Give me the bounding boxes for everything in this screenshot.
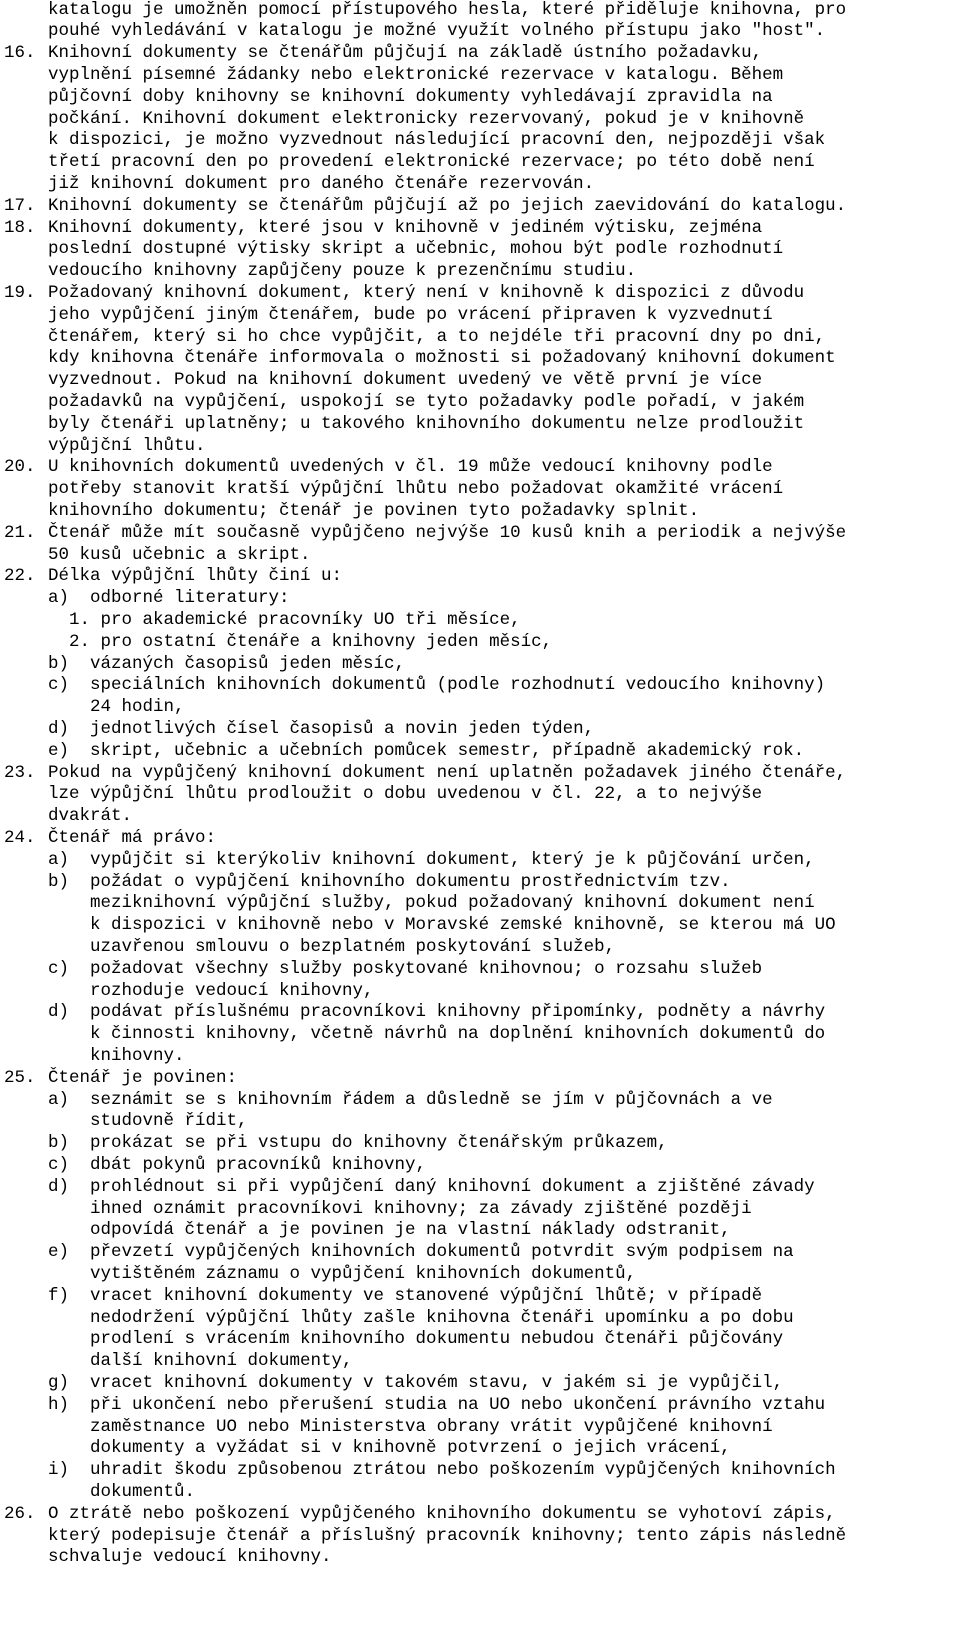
line-text: k dispozici, je možno vyzvednout následující pracovní den, nejpozději však	[48, 130, 826, 151]
line-text: pouhé vyhledávání v katalogu je možné využít volného přístupu jako "host".	[48, 21, 826, 42]
line-text: meziknihovní výpůjční služby, pokud požadovaný knihovní dokument není	[48, 893, 815, 914]
paragraph-line	[0, 391, 960, 414]
paragraph-number: 19.	[4, 282, 36, 303]
paragraph-number: 21.	[4, 522, 36, 543]
line-text: 1. pro akademické pracovníky UO tři měsíce,	[48, 609, 521, 630]
paragraph-line	[0, 1176, 960, 1199]
paragraph-line	[0, 740, 960, 763]
paragraph-line	[0, 1219, 960, 1242]
line-text: který podepisuje čtenář a příslušný pracovník knihovny; tento zápis následně	[48, 1525, 847, 1546]
line-text: 2. pro ostatní čtenáře a knihovny jeden měsíc,	[48, 631, 553, 652]
paragraph-line	[0, 478, 960, 501]
paragraph-line	[0, 718, 960, 741]
paragraph-line	[0, 1307, 960, 1330]
numbered-paragraph-line	[0, 456, 960, 479]
line-text: čtenářem, který si ho chce vypůjčit, a to nejdéle tři pracovní dny po dni,	[48, 326, 826, 347]
paragraph-line	[0, 631, 960, 654]
paragraph-line	[0, 108, 960, 131]
line-text: prodlení s vrácením knihovního dokumentu nebudou čtenáři půjčovány	[48, 1329, 784, 1350]
line-text: 50 kusů učebnic a skript.	[48, 544, 311, 565]
line-text: nedodržení výpůjční lhůty zašle knihovna čtenáři upomínku a po dobu	[48, 1307, 794, 1328]
paragraph-line	[0, 1394, 960, 1417]
paragraph-line	[0, 1350, 960, 1373]
line-text: dokumenty a vyžádat si v knihovně potvrzení o jejich vrácení,	[48, 1438, 731, 1459]
numbered-paragraph-line	[0, 762, 960, 785]
paragraph-number: 25.	[4, 1067, 36, 1088]
paragraph-line	[0, 173, 960, 196]
line-text: Pokud na vypůjčený knihovní dokument není uplatněn požadavek jiného čtenáře,	[48, 762, 847, 783]
paragraph-line	[0, 892, 960, 915]
numbered-paragraph-line	[0, 522, 960, 545]
line-text: Čtenář má právo:	[48, 827, 217, 848]
line-text: uzavřenou smlouvu o bezplatném poskytování služeb,	[48, 936, 616, 957]
paragraph-number: 22.	[4, 566, 36, 587]
paragraph-line	[0, 1525, 960, 1548]
line-text: lze výpůjční lhůtu prodloužit o dobu uvedenou v čl. 22, a to nejvýše	[48, 784, 763, 805]
paragraph-number: 18.	[4, 217, 36, 238]
line-text: kdy knihovna čtenáře informovala o možnosti si požadovaný knihovní dokument	[48, 348, 836, 369]
paragraph-number: 17.	[4, 195, 36, 216]
paragraph-line	[0, 64, 960, 87]
line-text: d) podávat příslušnému pracovníkovi knihovny připomínky, podněty a návrhy	[48, 1002, 826, 1023]
line-text: k dispozici v knihovně nebo v Moravské zemské knihovně, se kterou má UO	[48, 915, 836, 936]
numbered-paragraph-line	[0, 195, 960, 218]
numbered-paragraph-line	[0, 1503, 960, 1526]
line-text: Knihovní dokumenty, které jsou v knihovně v jediném výtisku, zejména	[48, 217, 763, 238]
line-text: třetí pracovní den po provedení elektronické rezervace; po této době není	[48, 152, 815, 173]
paragraph-line	[0, 238, 960, 261]
line-text: zaměstnance UO nebo Ministerstva obrany vrátit vypůjčené knihovní	[48, 1416, 773, 1437]
paragraph-line	[0, 587, 960, 610]
paragraph-line	[0, 500, 960, 523]
paragraph-line	[0, 849, 960, 872]
line-text: dokumentů.	[48, 1481, 196, 1502]
line-text: f) vracet knihovní dokumenty ve stanovené výpůjční lhůtě; v případě	[48, 1285, 763, 1306]
line-text: potřeby stanovit kratší výpůjční lhůtu nebo požadovat okamžité vrácení	[48, 479, 784, 500]
paragraph-line	[0, 0, 960, 21]
line-text: půjčovní doby knihovny se knihovní dokumenty vyhledávají zpravidla na	[48, 86, 773, 107]
paragraph-line	[0, 1001, 960, 1024]
line-text: b) požádat o vypůjčení knihovního dokumentu prostřednictvím tzv.	[48, 871, 731, 892]
line-text: výpůjční lhůtu.	[48, 435, 206, 456]
line-text: ihned oznámit pracovníkovi knihovny; za závady zjištěné později	[48, 1198, 752, 1219]
paragraph-line	[0, 783, 960, 806]
paragraph-line	[0, 1198, 960, 1221]
line-text: již knihovní dokument pro daného čtenáře rezervován.	[48, 173, 595, 194]
line-text: b) vázaných časopisů jeden měsíc,	[48, 653, 406, 674]
paragraph-line	[0, 435, 960, 458]
line-text: O ztrátě nebo poškození vypůjčeného knihovního dokumentu se vyhotoví zápis,	[48, 1503, 836, 1524]
line-text: požadavků na vypůjčení, uspokojí se tyto požadavky podle pořadí, v jakém	[48, 391, 805, 412]
paragraph-line	[0, 1481, 960, 1504]
paragraph-line	[0, 20, 960, 43]
paragraph-line	[0, 129, 960, 152]
paragraph-line	[0, 805, 960, 828]
paragraph-line	[0, 304, 960, 327]
paragraph-line	[0, 544, 960, 567]
paragraph-line	[0, 413, 960, 436]
paragraph-line	[0, 653, 960, 676]
line-text: knihovny.	[48, 1045, 185, 1066]
line-text: jeho vypůjčení jiným čtenářem, bude po vrácení připraven k vyzvednutí	[48, 304, 773, 325]
line-text: Čtenář může mít současně vypůjčeno nejvýše 10 kusů knih a periodik a nejvýše	[48, 522, 847, 543]
paragraph-line	[0, 1459, 960, 1482]
paragraph-line	[0, 674, 960, 697]
line-text: další knihovní dokumenty,	[48, 1351, 353, 1372]
line-text: d) jednotlivých čísel časopisů a novin jeden týden,	[48, 718, 595, 739]
paragraph-line	[0, 1437, 960, 1460]
numbered-paragraph-line	[0, 565, 960, 588]
line-text: Knihovní dokumenty se čtenářům půjčují na základě ústního požadavku,	[48, 43, 763, 64]
line-text: knihovního dokumentu; čtenář je povinen tyto požadavky splnit.	[48, 500, 700, 521]
paragraph-line	[0, 1328, 960, 1351]
line-text: katalogu je umožněn pomocí přístupového hesla, které přiděluje knihovna, pro	[48, 0, 847, 20]
paragraph-line	[0, 1263, 960, 1286]
line-text: c) dbát pokynů pracovníků knihovny,	[48, 1154, 427, 1175]
line-text: vyplnění písemné žádanky nebo elektronické rezervace v katalogu. Během	[48, 64, 784, 85]
line-text: U knihovních dokumentů uvedených v čl. 19 může vedoucí knihovny podle	[48, 457, 773, 478]
line-text: Požadovaný knihovní dokument, který není v knihovně k dispozici z důvodu	[48, 282, 805, 303]
paragraph-line	[0, 260, 960, 283]
line-text: počkání. Knihovní dokument elektronicky rezervovaný, pokud je v knihovně	[48, 108, 805, 129]
line-text: a) vypůjčit si kterýkoliv knihovní dokument, který je k půjčování určen,	[48, 849, 815, 870]
line-text: c) speciálních knihovních dokumentů (podle rozhodnutí vedoucího knihovny)	[48, 675, 826, 696]
line-text: g) vracet knihovní dokumenty v takovém stavu, v jakém si je vypůjčil,	[48, 1372, 784, 1393]
line-text: Čtenář je povinen:	[48, 1067, 238, 1088]
line-text: schvaluje vedoucí knihovny.	[48, 1547, 332, 1568]
paragraph-line	[0, 914, 960, 937]
paragraph-line	[0, 958, 960, 981]
line-text: byly čtenáři uplatněny; u takového knihovního dokumentu nelze prodloužit	[48, 413, 805, 434]
line-text: c) požadovat všechny služby poskytované knihovnou; o rozsahu služeb	[48, 958, 763, 979]
paragraph-line	[0, 1045, 960, 1068]
line-text: 24 hodin,	[48, 697, 185, 718]
line-text: d) prohlédnout si při vypůjčení daný knihovní dokument a zjištěné závady	[48, 1176, 815, 1197]
numbered-paragraph-line	[0, 282, 960, 305]
paragraph-number: 16.	[4, 43, 36, 64]
line-text: rozhoduje vedoucí knihovny,	[48, 980, 374, 1001]
paragraph-line	[0, 86, 960, 109]
paragraph-line	[0, 151, 960, 174]
paragraph-line	[0, 1132, 960, 1155]
paragraph-line	[0, 1285, 960, 1308]
paragraph-number: 24.	[4, 827, 36, 848]
line-text: h) při ukončení nebo přerušení studia na UO nebo ukončení právního vztahu	[48, 1394, 826, 1415]
paragraph-line	[0, 1023, 960, 1046]
paragraph-line	[0, 1416, 960, 1439]
line-text: Délka výpůjční lhůty činí u:	[48, 566, 343, 587]
paragraph-line	[0, 1546, 960, 1569]
line-text: odpovídá čtenář a je povinen je na vlastní náklady odstranit,	[48, 1220, 731, 1241]
paragraph-number: 20.	[4, 457, 36, 478]
paragraph-line	[0, 369, 960, 392]
line-text: b) prokázat se při vstupu do knihovny čtenářským průkazem,	[48, 1133, 668, 1154]
line-text: i) uhradit škodu způsobenou ztrátou nebo poškozením vypůjčených knihovních	[48, 1460, 836, 1481]
line-text: vytištěném záznamu o vypůjčení knihovních dokumentů,	[48, 1263, 637, 1284]
paragraph-line	[0, 1154, 960, 1177]
line-text: a) odborné literatury:	[48, 588, 290, 609]
paragraph-line	[0, 347, 960, 370]
paragraph-number: 23.	[4, 762, 36, 783]
line-text: k činnosti knihovny, včetně návrhů na doplnění knihovních dokumentů do	[48, 1024, 826, 1045]
paragraph-line	[0, 1110, 960, 1133]
line-text: e) převzetí vypůjčených knihovních dokumentů potvrdit svým podpisem na	[48, 1242, 794, 1263]
numbered-paragraph-line	[0, 1067, 960, 1090]
paragraph-line	[0, 609, 960, 632]
paragraph-number: 26.	[4, 1503, 36, 1524]
line-text: Knihovní dokumenty se čtenářům půjčují až po jejich zaevidování do katalogu.	[48, 195, 847, 216]
line-text: vyzvednout. Pokud na knihovní dokument uvedený ve větě první je více	[48, 370, 763, 391]
line-text: studovně řídit,	[48, 1111, 248, 1132]
line-text: e) skript, učebnic a učebních pomůcek semestr, případně akademický rok.	[48, 740, 805, 761]
numbered-paragraph-line	[0, 217, 960, 240]
line-text: a) seznámit se s knihovním řádem a důsledně se jím v půjčovnách a ve	[48, 1089, 773, 1110]
numbered-paragraph-line	[0, 827, 960, 850]
paragraph-line	[0, 871, 960, 894]
paragraph-line	[0, 936, 960, 959]
paragraph-line	[0, 696, 960, 719]
paragraph-line	[0, 1372, 960, 1395]
paragraph-line	[0, 1241, 960, 1264]
line-text: vedoucího knihovny zapůjčeny pouze k prezenčnímu studiu.	[48, 261, 637, 282]
paragraph-line	[0, 980, 960, 1003]
numbered-paragraph-line	[0, 42, 960, 65]
line-text: dvakrát.	[48, 806, 133, 827]
paragraph-line	[0, 1089, 960, 1112]
line-text: poslední dostupné výtisky skript a učebnic, mohou být podle rozhodnutí	[48, 239, 784, 260]
paragraph-line	[0, 326, 960, 349]
